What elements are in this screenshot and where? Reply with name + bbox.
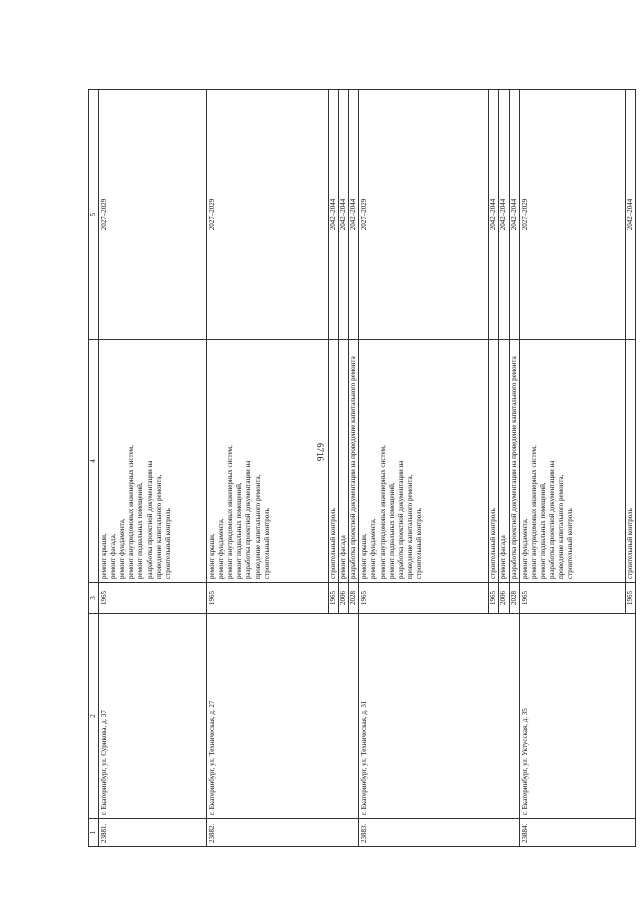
row-number: 23882. bbox=[207, 819, 359, 847]
work-line: проведение капитального ремонта, bbox=[405, 474, 414, 579]
header-col-1: 1 bbox=[89, 819, 99, 847]
period-cell: 2027–2029 bbox=[99, 90, 207, 340]
work-line: проведение капитального ремонта, bbox=[253, 474, 262, 579]
header-row bbox=[89, 90, 99, 847]
work-line: строительный контроль bbox=[566, 508, 575, 579]
table-body bbox=[99, 90, 636, 847]
works-cell bbox=[99, 340, 207, 583]
work-line: ремонт фундамента, bbox=[118, 518, 127, 579]
work-line: проведение капитального ремонта, bbox=[557, 474, 566, 579]
year-cell: 2006 bbox=[499, 583, 509, 614]
works-cell bbox=[519, 340, 625, 583]
work-line: ремонт крыши, bbox=[208, 533, 217, 579]
work-line: разработка проектной документации на bbox=[547, 460, 556, 579]
work-line: ремонт фасада, bbox=[109, 533, 118, 579]
work-line: строительный контроль bbox=[163, 508, 172, 579]
year-cell: 1965 bbox=[207, 583, 329, 614]
work-cell: разработка проектной документации на проведение капитального ремонта bbox=[509, 340, 519, 583]
year-cell: 1965 bbox=[489, 583, 499, 614]
year-cell: 1965 bbox=[519, 583, 625, 614]
year-cell: 1965 bbox=[99, 583, 207, 614]
address-cell: г. Екатеринбург, ул. Техническая, д. 31 bbox=[359, 614, 519, 819]
work-line: ремонт внутридомовых инженерных систем, bbox=[127, 445, 136, 579]
work-line: строительный контроль bbox=[414, 508, 423, 579]
address-cell: г. Екатеринбург, ул. Техническая, д. 27 bbox=[207, 614, 359, 819]
period-cell: 2042–2044 bbox=[329, 90, 339, 340]
work-line: ремонт внутридомовых инженерных систем, bbox=[226, 445, 235, 579]
period-cell: 2042–2044 bbox=[499, 90, 509, 340]
period-cell: 2042–2044 bbox=[349, 90, 359, 340]
table-row bbox=[207, 90, 329, 847]
address-cell: г. Екатеринбург, ул. Уктусская, д. 35 bbox=[519, 614, 635, 819]
table-row bbox=[99, 90, 207, 847]
work-cell: строительный контроль bbox=[489, 340, 499, 583]
row-number: 23884. bbox=[519, 819, 635, 847]
work-line: ремонт внутридомовых инженерных систем, bbox=[378, 445, 387, 579]
repair-schedule-table bbox=[88, 89, 636, 847]
works-cell bbox=[207, 340, 329, 583]
year-cell: 2028 bbox=[349, 583, 359, 614]
period-cell: 2042–2044 bbox=[509, 90, 519, 340]
header-col-5: 5 bbox=[89, 90, 99, 340]
period-cell: 2042–2044 bbox=[625, 90, 635, 340]
period-cell: 2042–2044 bbox=[489, 90, 499, 340]
work-line: ремонт подвальных помещений, bbox=[538, 482, 547, 579]
period-cell: 2027–2029 bbox=[207, 90, 329, 340]
address-cell: г. Екатеринбург, ул. Суриковa, д. 37 bbox=[99, 614, 207, 819]
work-cell: строительный контроль bbox=[625, 340, 635, 583]
works-cell bbox=[359, 340, 489, 583]
row-number: 23881. bbox=[99, 819, 207, 847]
work-line: разработка проектной документации на bbox=[145, 460, 154, 579]
table-row bbox=[359, 90, 489, 847]
header-col-4: 4 bbox=[89, 340, 99, 583]
work-line: строительный контроль bbox=[262, 508, 271, 579]
header-col-3: 3 bbox=[89, 583, 99, 614]
rotated-table-container bbox=[88, 90, 634, 847]
work-cell: разработка проектной документации на проведение капитального ремонта bbox=[349, 340, 359, 583]
year-cell: 1965 bbox=[329, 583, 339, 614]
year-cell: 1965 bbox=[359, 583, 489, 614]
work-line: ремонт крыши, bbox=[360, 533, 369, 579]
period-cell: 2027–2029 bbox=[359, 90, 489, 340]
work-line: ремонт крыши, bbox=[100, 533, 109, 579]
work-line: разработка проектной документации на bbox=[244, 460, 253, 579]
work-cell: ремонт фасада bbox=[339, 340, 349, 583]
year-cell: 2006 bbox=[339, 583, 349, 614]
period-cell: 2042–2044 bbox=[339, 90, 349, 340]
work-line: ремонт фундамента, bbox=[369, 518, 378, 579]
work-line: ремонт фундамента, bbox=[520, 518, 529, 579]
page-number: 6716 bbox=[315, 443, 325, 461]
row-number: 23883. bbox=[359, 819, 519, 847]
work-line: ремонт фундамента, bbox=[217, 518, 226, 579]
header-col-2: 2 bbox=[89, 614, 99, 819]
work-line: проведение капитального ремонта, bbox=[154, 474, 163, 579]
work-line: ремонт подвальных помещений, bbox=[235, 482, 244, 579]
work-line: ремонт внутридомовых инженерных систем, bbox=[529, 445, 538, 579]
period-cell: 2027–2029 bbox=[519, 90, 625, 340]
work-line: разработка проектной документации на bbox=[396, 460, 405, 579]
year-cell: 1965 bbox=[625, 583, 635, 614]
work-line: ремонт подвальных помещений, bbox=[136, 482, 145, 579]
year-cell: 2028 bbox=[509, 583, 519, 614]
work-cell: ремонт фасада bbox=[499, 340, 509, 583]
work-cell: строительный контроль bbox=[329, 340, 339, 583]
work-line: ремонт подвальных помещений, bbox=[387, 482, 396, 579]
table-row bbox=[519, 90, 625, 847]
